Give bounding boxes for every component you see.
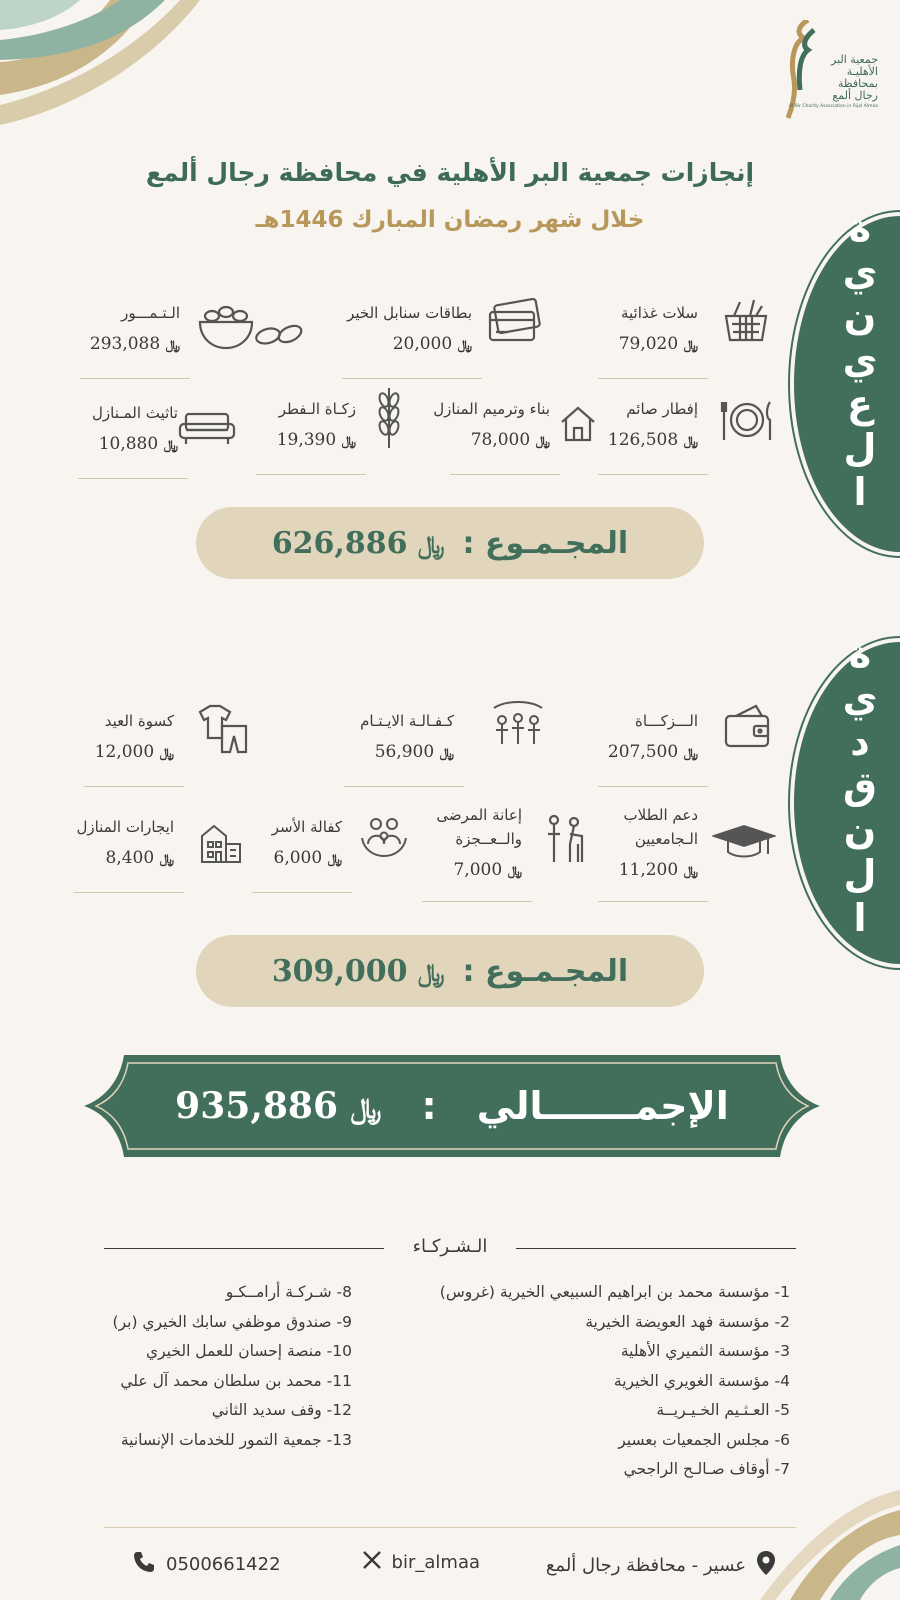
item-label: بناء وترميم المنازل	[433, 400, 550, 418]
footer-twitter[interactable]	[362, 1550, 480, 1575]
cash-item-patients-elderly	[422, 806, 522, 902]
item-value: 11,200 ﷼	[618, 860, 698, 880]
in-kind-item-house-building	[410, 400, 550, 475]
elderly-care-icon	[542, 814, 588, 864]
item-value: 19,390 ﷼	[276, 430, 356, 450]
x-logo-icon	[362, 1550, 382, 1575]
in-kind-item-khair-cards	[322, 304, 472, 379]
in-kind-total	[196, 507, 704, 579]
in-kind-tab-label: العينية	[838, 206, 882, 514]
item-value: 207,500 ﷼	[607, 742, 698, 762]
item-underline	[598, 901, 708, 902]
graduation-cap-icon	[712, 822, 776, 862]
item-label: بطاقات سنابل الخير	[347, 304, 472, 322]
total-value: 626,886 ﷼	[271, 525, 445, 561]
item-underline	[256, 474, 366, 475]
item-value: 79,020 ﷼	[618, 334, 698, 354]
association-logo	[788, 14, 878, 132]
list-item: 9- صندوق موظفي سابك الخيري (بر)	[112, 1312, 352, 1331]
item-underline	[252, 892, 352, 893]
item-underline	[80, 378, 190, 379]
list-item: 8- شـركـة أرامــكـو	[225, 1283, 352, 1301]
cash-total	[196, 935, 704, 1007]
wallet-icon	[722, 702, 772, 750]
grand-total-banner	[84, 1041, 820, 1171]
house-icon	[558, 404, 598, 442]
cash-item-eid-clothing	[64, 712, 174, 787]
item-value: 12,000 ﷼	[94, 742, 174, 762]
item-value: 56,900 ﷼	[374, 742, 454, 762]
item-label-line1: إعانة المرضى	[436, 806, 522, 824]
list-item: 13- جمعية التمور للخدمات الإنسانية	[120, 1430, 352, 1449]
in-kind-item-furnishing	[58, 404, 178, 479]
list-item: 5- العـثـيم الخـيـريــة	[656, 1401, 790, 1419]
building-icon	[196, 822, 242, 864]
logo-line-2: الأهليـة	[846, 65, 878, 78]
dates-bowl-icon	[198, 302, 306, 350]
wheat-icon	[376, 386, 402, 450]
list-item: 4- مؤسسة الغويري الخيرية	[613, 1371, 790, 1390]
in-kind-item-iftar	[598, 400, 698, 475]
list-item: 3- مؤسسة الثميري الأهلية	[620, 1342, 790, 1360]
credit-card-icon	[486, 298, 542, 344]
item-label: الـــزكـــاة	[635, 712, 698, 730]
logo-line-4: رجال ألمع	[832, 89, 878, 102]
item-label: زكـاة الـفطر	[278, 400, 356, 418]
item-underline	[84, 786, 184, 787]
in-kind-item-zakat-fitr	[256, 400, 356, 475]
sofa-icon	[178, 410, 236, 446]
item-label-line2: والــعــجزة	[455, 830, 522, 848]
logo-english: Al Bir Charity Association in Rijal Almaa	[789, 104, 878, 109]
partners-title: الـشـركـاء	[412, 1236, 488, 1257]
item-label: تاثيث المـنازل	[92, 404, 178, 422]
item-label: الـتـمـــور	[121, 304, 180, 322]
location-pin-icon	[756, 1550, 776, 1581]
cash-item-zakat	[598, 712, 698, 787]
item-value: 6,000 ﷼	[273, 848, 342, 868]
item-value: 293,088 ﷼	[89, 334, 180, 354]
cash-item-students	[598, 806, 698, 902]
item-label: كـفـالـة الايـتـام	[360, 712, 454, 730]
phone-icon	[132, 1550, 156, 1579]
total-value: 309,000 ﷼	[271, 953, 445, 989]
page-subtitle: خلال شهر رمضان المبارك 1446هـ	[255, 207, 645, 233]
grand-total-separator: :	[421, 1084, 437, 1128]
item-underline	[598, 378, 708, 379]
grand-total-value: 935,886 ﷼	[175, 1085, 382, 1127]
item-value: 10,880 ﷼	[98, 434, 178, 454]
list-item: 10- منصة إحسان للعمل الخيري	[145, 1342, 352, 1360]
phone-number[interactable]: 0500661422	[166, 1554, 281, 1575]
logo-line-1: جمعية البر	[831, 53, 878, 66]
total-label: المجـمـوع :	[462, 953, 629, 989]
basket-icon	[722, 298, 770, 344]
list-item: 7- أوقاف صـالـح الراجحي	[623, 1460, 790, 1478]
item-underline	[78, 478, 188, 479]
divider	[104, 1248, 384, 1249]
list-item: 6- مجلس الجمعيات بعسير	[618, 1430, 790, 1449]
footer-phone[interactable]	[132, 1550, 281, 1579]
cash-item-family-support	[242, 818, 342, 893]
family-care-icon	[360, 814, 408, 860]
item-underline	[74, 892, 184, 893]
item-value: 126,508 ﷼	[607, 430, 698, 450]
item-value: 78,000 ﷼	[470, 430, 550, 450]
bottom-right-decoration	[760, 1490, 900, 1600]
item-label-line2: الـجامعيين	[634, 830, 698, 848]
in-kind-item-dates	[60, 304, 180, 379]
item-underline	[598, 474, 708, 475]
page-title: إنجازات جمعية البر الأهلية في محافظة رجال ألمع	[145, 158, 755, 187]
partners-list-right	[410, 1278, 790, 1485]
cash-tab-label: النقدية	[838, 632, 882, 940]
item-label: كفالة الأسر	[271, 818, 342, 836]
clothes-icon	[196, 704, 250, 754]
item-underline	[344, 786, 464, 787]
item-underline	[342, 378, 482, 379]
footer-divider	[104, 1527, 796, 1528]
top-left-decoration	[0, 0, 220, 140]
footer-location	[546, 1550, 776, 1581]
item-label-line1: دعم الطلاب	[623, 806, 698, 824]
location-text: عسير - محافظة رجال ألمع	[545, 1555, 746, 1576]
item-label: ايجارات المنازل	[76, 818, 174, 836]
list-item: 2- مؤسسة فهد العويضة الخيرية	[585, 1312, 790, 1331]
item-value: 7,000 ﷼	[453, 860, 522, 880]
item-underline	[598, 786, 708, 787]
item-underline	[422, 901, 532, 902]
item-label: كسوة العيد	[104, 712, 174, 730]
cash-item-orphans	[324, 712, 454, 787]
list-item: 1- مؤسسة محمد بن ابراهيم السبيعي الخيرية (غروس)	[439, 1283, 790, 1301]
item-label: إفطار صائم	[626, 400, 698, 418]
partners-list-left	[72, 1278, 352, 1455]
list-item: 12- وقف سديد الثاني	[211, 1401, 352, 1419]
twitter-handle[interactable]: bir_almaa	[391, 1552, 480, 1573]
partners-heading	[104, 1236, 796, 1260]
logo-line-3: بمحافظة	[837, 77, 878, 90]
total-label: المجـمـوع :	[462, 525, 629, 561]
in-kind-item-food-baskets	[598, 304, 698, 379]
cash-item-rent	[64, 818, 174, 893]
item-value: 20,000 ﷼	[392, 334, 472, 354]
item-value: 8,400 ﷼	[105, 848, 174, 868]
item-label: سلات غذائية	[620, 304, 698, 322]
orphans-hands-icon	[490, 698, 546, 748]
item-underline	[450, 474, 560, 475]
grand-total-label: الإجمـــــــالي	[476, 1084, 729, 1128]
plate-cutlery-icon	[720, 398, 774, 442]
list-item: 11- محمد بن سلطان محمد آل علي	[120, 1371, 352, 1390]
